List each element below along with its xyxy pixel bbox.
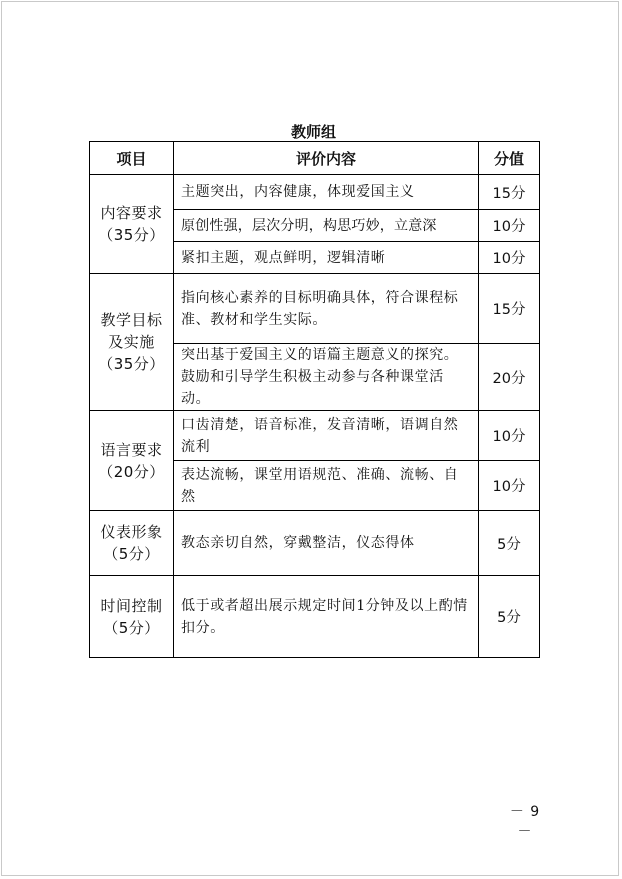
- criterion-text: 主题突出，内容健康，体现爱国主义: [174, 175, 479, 210]
- page-number: － 9 －: [509, 804, 541, 840]
- score-value: 15分: [479, 274, 540, 344]
- criterion-text: 紧扣主题，观点鲜明，逻辑清晰: [174, 242, 479, 274]
- group-name-content-requirements: 内容要求 （35分）: [90, 175, 174, 274]
- score-value: 10分: [479, 210, 540, 242]
- score-value: 10分: [479, 461, 540, 511]
- table-row: [90, 511, 540, 576]
- evaluation-table: [89, 141, 540, 658]
- header-content: 评价内容: [174, 142, 479, 175]
- score-value: 10分: [479, 242, 540, 274]
- table-row: [90, 175, 540, 210]
- criterion-text: 教态亲切自然，穿戴整洁，仪态得体: [174, 511, 479, 576]
- header-item: 项目: [90, 142, 174, 175]
- header-score: 分值: [479, 142, 540, 175]
- group-name-appearance: 仪表形象 （5分）: [90, 511, 174, 576]
- table-row: [90, 576, 540, 658]
- group-name-language: 语言要求 （20分）: [90, 411, 174, 511]
- criterion-text: 指向核心素养的目标明确具体，符合课程标准、教材和学生实际。: [174, 274, 479, 344]
- header-row: [90, 142, 540, 175]
- score-value: 15分: [479, 175, 540, 210]
- table-row: [90, 274, 540, 344]
- score-value: 5分: [479, 576, 540, 658]
- score-value: 20分: [479, 344, 540, 411]
- table-title: 教师组: [290, 123, 336, 141]
- group-name-time-control: 时间控制 （5分）: [90, 576, 174, 658]
- criterion-text: 突出基于爱国主义的语篇主题意义的探究。鼓励和引导学生积极主动参与各种课堂活动。: [174, 344, 479, 411]
- score-value: 10分: [479, 411, 540, 461]
- score-value: 5分: [479, 511, 540, 576]
- criterion-text: 低于或者超出展示规定时间1分钟及以上酌情扣分。: [174, 576, 479, 658]
- criterion-text: 原创性强，层次分明，构思巧妙，立意深: [174, 210, 479, 242]
- criterion-text: 口齿清楚，语音标准，发音清晰，语调自然流利: [174, 411, 479, 461]
- table-row: [90, 411, 540, 461]
- criterion-text: 表达流畅，课堂用语规范、准确、流畅、自然: [174, 461, 479, 511]
- group-name-teaching-goals: 教学目标 及实施 （35分）: [90, 274, 174, 411]
